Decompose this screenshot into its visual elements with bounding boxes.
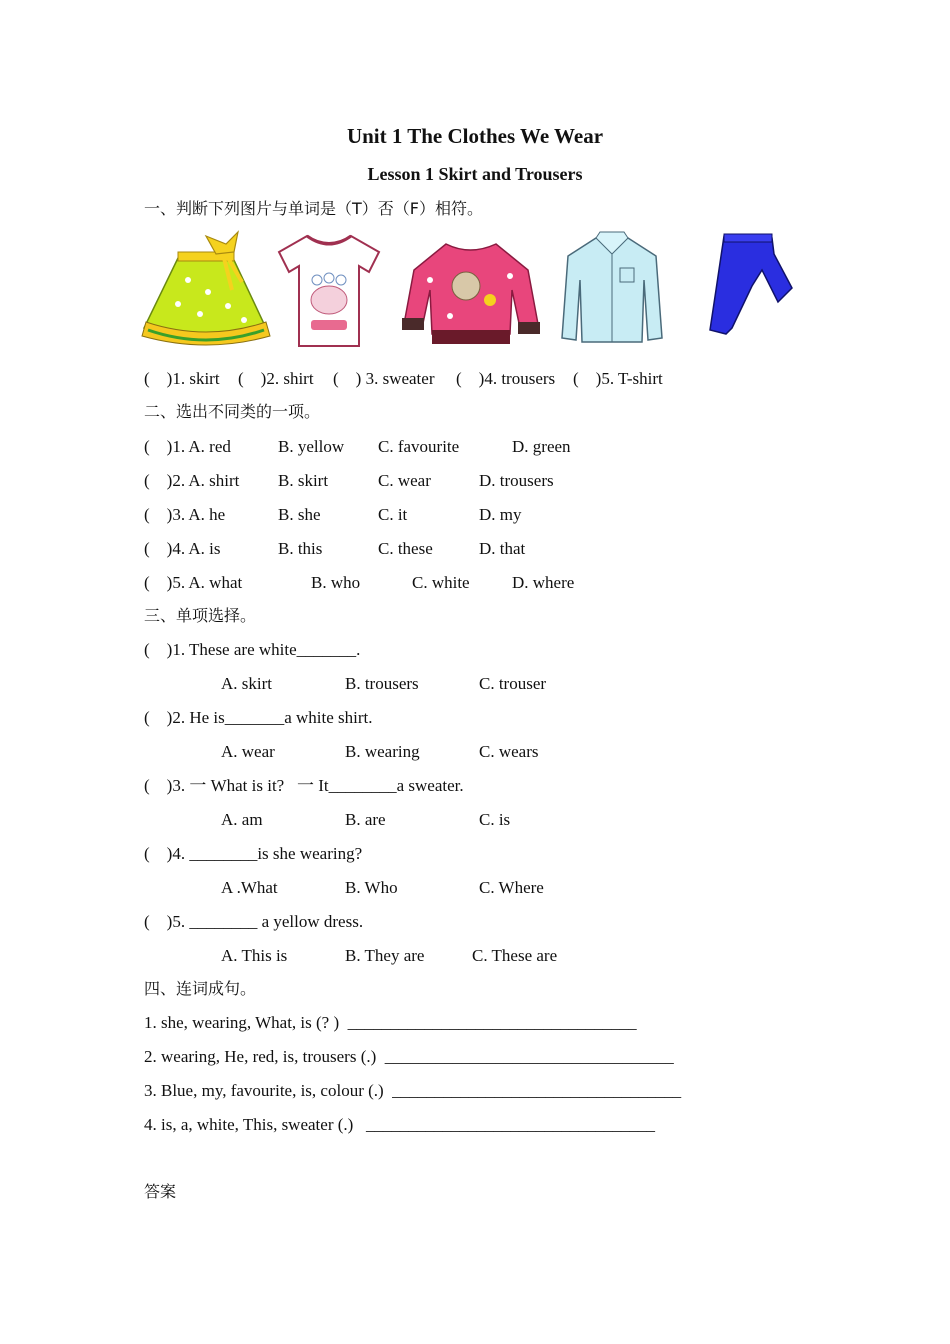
section2-row-4-option-c: C. these	[378, 539, 433, 558]
section2-row-3-option-b: B. she	[278, 505, 321, 524]
section3-q5-option-a: A. This is	[221, 946, 288, 965]
answer-label: 答案	[144, 1182, 177, 1201]
section2-row-1-option-c: C. favourite	[378, 437, 460, 456]
section2-row-1-question: ( )1. A. red	[144, 437, 231, 456]
section2-row-2-option-b: B. skirt	[278, 471, 329, 490]
section3-q2-option-b: B. wearing	[345, 742, 420, 761]
trousers-picture	[702, 230, 797, 350]
section3-q4-option-b: B. Who	[345, 878, 398, 897]
section3-q2-option-a: A. wear	[221, 742, 275, 761]
section4-item-2: 2. wearing, He, red, is, trousers (.) __________________________________	[144, 1047, 674, 1066]
section3-q3-option-b: B. are	[345, 810, 386, 829]
sweater-picture	[400, 230, 542, 350]
section2-row-3-option-d: D. my	[479, 505, 522, 524]
section3-q3-option-a: A. am	[221, 810, 263, 829]
shirt-picture	[560, 230, 665, 350]
section2-row-2-question: ( )2. A. shirt	[144, 471, 240, 490]
section3-q1-option-c: C. trouser	[479, 674, 547, 693]
section2-row-5-option-b: B. who	[311, 573, 361, 592]
section1-item-2: ( )2. shirt	[238, 369, 314, 388]
section1-item-5: ( )5. T-shirt	[573, 369, 663, 388]
section2-row-3-question: ( )3. A. he	[144, 505, 226, 524]
section3-q1-option-b: B. trousers	[345, 674, 419, 693]
section3-q1-option-a: A. skirt	[221, 674, 272, 693]
section3-question-2: ( )2. He is_______a white shirt.	[144, 708, 373, 727]
skirt-picture	[138, 230, 273, 350]
section2-row-5-option-d: D. where	[512, 573, 575, 592]
section1-item-1: ( )1. skirt	[144, 369, 220, 388]
section2-row-2-option-c: C. wear	[378, 471, 431, 490]
section3-q4-option-a: A .What	[221, 878, 278, 897]
section4-item-1: 1. she, wearing, What, is (? ) __________________________________	[144, 1013, 637, 1032]
page-title: Unit 1 The Clothes We Wear	[346, 124, 604, 148]
section3-q5-option-b: B. They are	[345, 946, 425, 965]
section3-question-5: ( )5. ________ a yellow dress.	[144, 912, 364, 931]
section2-row-4-question: ( )4. A. is	[144, 539, 221, 558]
section1-heading: 一、判断下列图片与单词是（T）否（F）相符。	[144, 199, 483, 218]
section4-item-4: 4. is, a, white, This, sweater (.) __________________________________	[144, 1115, 656, 1134]
section3-question-1: ( )1. These are white_______.	[144, 640, 361, 659]
t-shirt-picture	[273, 230, 385, 350]
section2-row-4-option-d: D. that	[479, 539, 526, 558]
lesson-subtitle: Lesson 1 Skirt and Trousers	[367, 164, 583, 184]
section3-q3-option-c: C. is	[479, 810, 511, 829]
section3-question-4: ( )4. ________is she wearing?	[144, 844, 363, 863]
section4-heading: 四、连词成句。	[144, 979, 257, 998]
section2-row-5-question: ( )5. A. what	[144, 573, 243, 592]
section1-item-4: ( )4. trousers	[456, 369, 556, 388]
section2-row-5-option-c: C. white	[412, 573, 470, 592]
section3-q4-option-c: C. Where	[479, 878, 544, 897]
section3-heading: 三、单项选择。	[144, 606, 257, 625]
section1-item-3: ( ) 3. sweater	[333, 369, 435, 388]
section2-row-4-option-b: B. this	[278, 539, 323, 558]
section2-row-2-option-d: D. trousers	[479, 471, 554, 490]
section2-row-1-option-d: D. green	[512, 437, 571, 456]
section4-item-3: 3. Blue, my, favourite, is, colour (.) __________________________________	[144, 1081, 682, 1100]
section2-row-1-option-b: B. yellow	[278, 437, 345, 456]
section3-question-3: ( )3. 一 What is it? 一 It________a sweater.	[144, 776, 464, 795]
section3-q5-option-c: C. These are	[472, 946, 558, 965]
section2-row-3-option-c: C. it	[378, 505, 408, 524]
section3-q2-option-c: C. wears	[479, 742, 539, 761]
section2-heading: 二、选出不同类的一项。	[144, 402, 321, 421]
